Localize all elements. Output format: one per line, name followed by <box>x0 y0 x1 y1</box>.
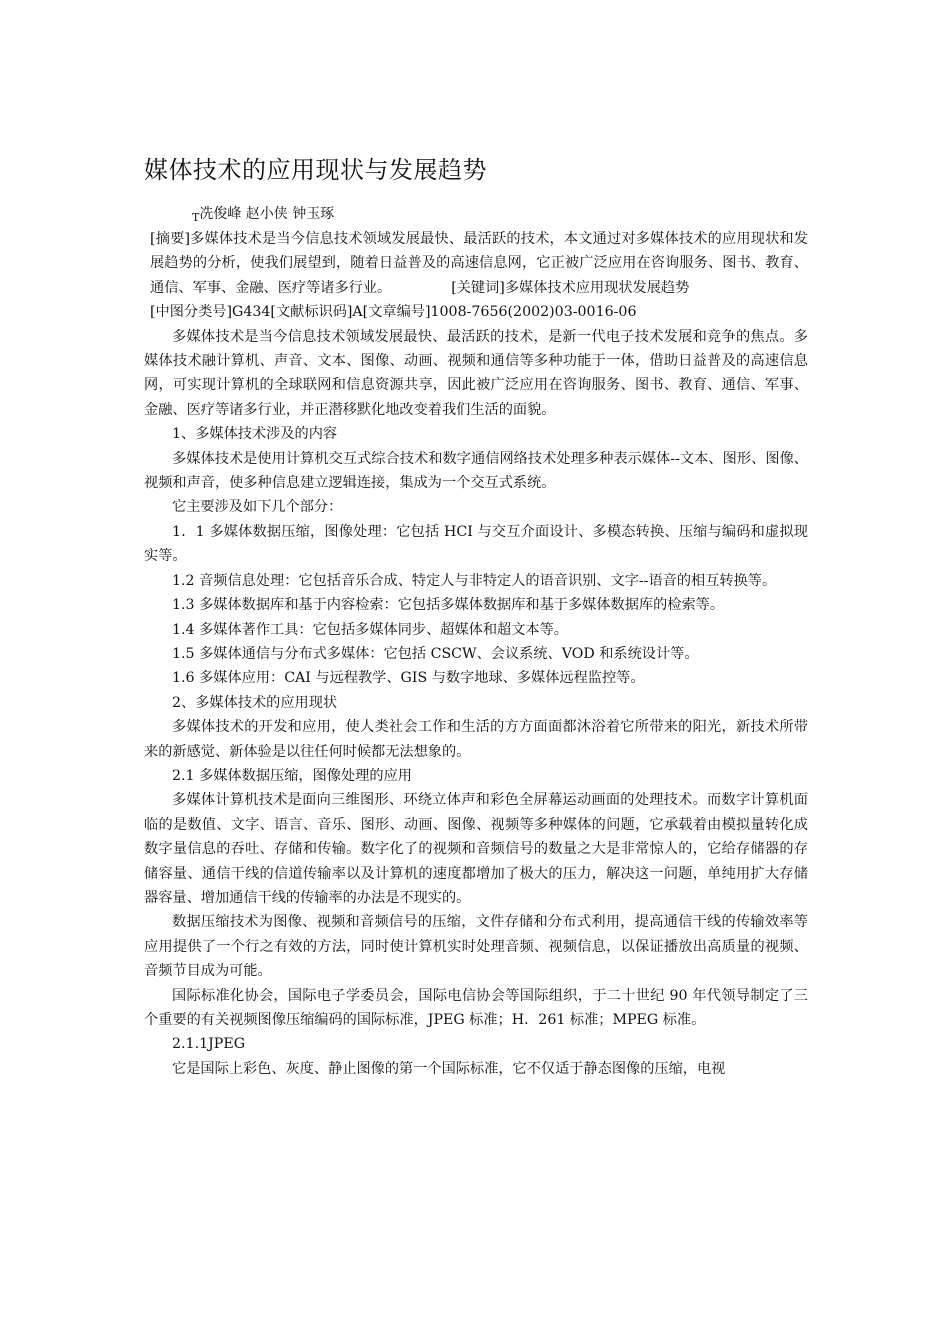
subsection-heading: 2.1 多媒体数据压缩，图像处理的应用 <box>172 767 412 784</box>
paragraph: 国际标准化协会，国际电子学委员会，国际电信协会等国际组织，于二十世纪 90 年代领导制定了三个重要的有关视频图像压缩编码的国际标准，JPEG 标准；H．261 标准；MPEG 标准。 <box>144 987 808 1028</box>
body-text <box>144 325 808 1082</box>
paragraph: 多媒体技术的开发和应用，使人类社会工作和生活的方方面面都沐浴着它所带来的阳光，新技术所带来的新感觉、新体验是以往任何时候都无法想象的。 <box>144 719 808 760</box>
authors: 冼俊峰 赵小侠 钟玉琢 <box>199 206 335 222</box>
list-item: 1.4 多媒体著作工具：它包括多媒体同步、超媒体和超文本等。 <box>172 621 568 638</box>
author-mark: T <box>192 211 200 224</box>
list-item: 1.6 多媒体应用：CAI 与远程教学、GIS 与数字地球、多媒体远程监控等。 <box>172 670 645 687</box>
list-item: 1.3 多媒体数据库和基于内容检索：它包括多媒体数据库和基于多媒体数据库的检索等。 <box>172 597 725 614</box>
list-item: 1.5 多媒体通信与分布式多媒体：它包括 CSCW、会议系统、VOD 和系统设计等。 <box>172 645 699 662</box>
section-heading: 2、多媒体技术的应用现状 <box>172 694 338 711</box>
classification: [中图分类号]G434[文献标识码]A[文章编号]1008-7656(2002)03-0016-06 <box>150 304 637 321</box>
document-page <box>144 150 808 1081</box>
section-heading: 1、多媒体技术涉及的内容 <box>172 426 338 443</box>
paragraph: 多媒体技术是使用计算机交互式综合技术和数字通信网络技术处理多种表示媒体--文本、图形、图像、视频和声音，使多种信息建立逻辑连接，集成为一个交互式系统。 <box>144 450 808 492</box>
list-item: 1．1 多媒体数据压缩，图像处理：它包括 HCI 与交互介面设计、多模态转换、压缩与编码和虚拟现实等。 <box>144 523 808 565</box>
doc-title: 媒体技术的应用现状与发展趋势 <box>144 156 487 184</box>
paragraph: 它主要涉及如下几个部分： <box>172 499 343 516</box>
abstract: [摘要]多媒体技术是当今信息技术领域发展最快、最活跃的技术，本文通过对多媒体技术的应用现状和发展趋势的分析，使我们展望到，随着日益普及的高速信息网，它正被广泛应用在咨询服务、图书、教育、通信、军事、金融、医疗等诸多行业。 <box>150 231 808 296</box>
paragraph: 数据压缩技术为图像、视频和音频信号的压缩，文件存储和分布式利用，提高通信干线的传输效率等应用提供了一个行之有效的方法，同时使计算机实时处理音频、视频信息，以保证播放出高质量的视频、音频节目成为可能。 <box>144 914 808 980</box>
paragraph: 多媒体计算机技术是面向三维图形、环绕立体声和彩色全屏幕运动画面的处理技术。而数字计算机面临的是数值、文字、语言、音乐、图形、动画、图像、视频等多种媒体的问题，它承载着由模拟量转化成数字量信息的吞吐、存储和传输。数字化了的视频和音频信号的数量之大是非常惊人的，它给存储器的存储容量、通信干线的信道传输率以及计算机的速度都增加了极大的压力，解决这一问题，单纯用扩大存储器容量、增加通信干线的传输率的办法是不现实的。 <box>144 792 808 906</box>
paragraph: 多媒体技术是当今信息技术领域发展最快、最活跃的技术，是新一代电子技术发展和竞争的焦点。多媒体技术融计算机、声音、文本、图像、动画、视频和通信等多种功能于一体，借助日益普及的高速信息网，可实现计算机的全球联网和信息资源共享，因此被广泛应用在咨询服务、图书、教育、通信、军事、金融、医疗等诸多行业，并正潜移默化地改变着我们生活的面貌。 <box>144 328 808 418</box>
subsection-heading: 2.1.1JPEG <box>172 1036 246 1053</box>
list-item: 1.2 音频信息处理：它包括音乐合成、特定人与非特定人的语音识别、文字--语音的相互转换等。 <box>172 572 777 589</box>
abstract-block <box>144 227 808 300</box>
paragraph: 它是国际上彩色、灰度、静止图像的第一个国际标准，它不仅适于静态图像的压缩，电视 <box>172 1060 726 1077</box>
keywords: [关键词]多媒体技术应用现状发展趋势 <box>451 279 690 296</box>
author-line <box>192 203 808 223</box>
